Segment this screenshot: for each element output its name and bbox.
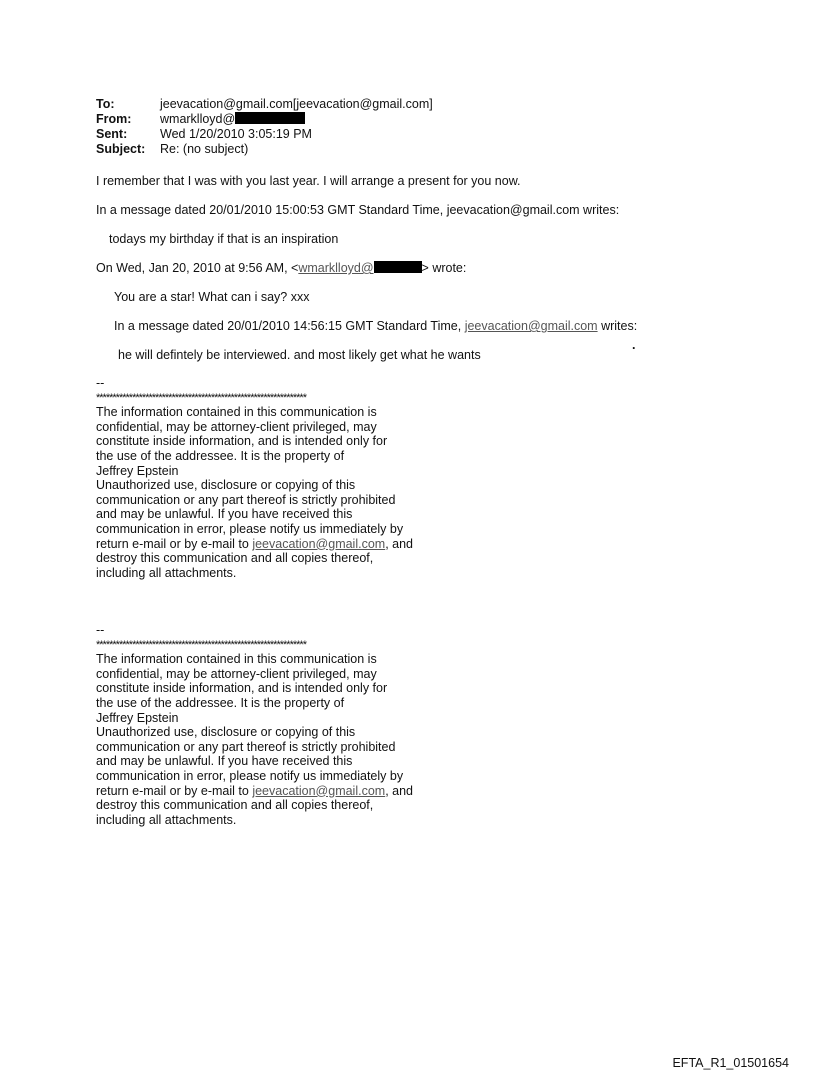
disclaimer-block-1 xyxy=(96,376,413,580)
line6-email-link[interactable]: jeevacation@gmail.com xyxy=(464,319,598,333)
disclaimer-line: Jeffrey Epstein xyxy=(96,710,179,725)
disclaimer-dashes: -- xyxy=(96,376,105,390)
disclaimer-line: The information contained in this communication is xyxy=(96,405,377,420)
line6-suffix: writes: xyxy=(597,319,638,333)
sent-label: Sent: xyxy=(96,127,128,141)
email-suffix: , and xyxy=(385,536,414,551)
disclaimer-line: Jeffrey Epstein xyxy=(96,463,179,478)
to-value: jeevacation@gmail.com[jeevacation@gmail.com] xyxy=(160,97,433,111)
disclaimer-email-link[interactable]: jeevacation@gmail.com xyxy=(252,783,386,798)
from-value-wrap xyxy=(160,112,305,126)
disclaimer-line: The information contained in this communication is xyxy=(96,652,377,667)
disclaimer-line: communication in error, please notify us immediately by xyxy=(96,521,404,536)
disclaimer-email-link[interactable]: jeevacation@gmail.com xyxy=(252,536,386,551)
disclaimer-stars: **************************************************************** xyxy=(96,391,306,404)
stray-dot: . xyxy=(632,338,636,352)
disclaimer-line: communication or any part thereof is strictly prohibited xyxy=(96,492,396,507)
disclaimer-dashes: -- xyxy=(96,623,105,637)
disclaimer-line: including all attachments. xyxy=(96,812,237,827)
line6-prefix: In a message dated 20/01/2010 14:56:15 GMT Standard Time, xyxy=(114,319,465,333)
disclaimer-line: Unauthorized use, disclosure or copying of this xyxy=(96,478,356,493)
redaction-box xyxy=(374,261,422,273)
disclaimer-line: destroy this communication and all copies thereof, xyxy=(96,798,374,813)
line4-suffix: > wrote: xyxy=(421,261,467,275)
line4-email-link[interactable]: wmarklloyd@ xyxy=(298,261,374,275)
to-label: To: xyxy=(96,97,115,111)
from-label: From: xyxy=(96,112,132,126)
sent-value: Wed 1/20/2010 3:05:19 PM xyxy=(160,127,312,141)
email-prefix: return e-mail or by e-mail to xyxy=(96,783,253,798)
disclaimer-line: confidential, may be attorney-client privileged, may xyxy=(96,419,377,434)
disclaimer-line: and may be unlawful. If you have received this xyxy=(96,507,353,522)
document-id: EFTA_R1_01501654 xyxy=(672,1056,789,1070)
body-line-1: I remember that I was with you last year. I will arrange a present for you now. xyxy=(96,174,521,188)
disclaimer-email-line xyxy=(96,784,413,799)
subject-label: Subject: xyxy=(96,142,146,156)
body-line-2: In a message dated 20/01/2010 15:00:53 GMT Standard Time, jeevacation@gmail.com writes: xyxy=(96,203,620,217)
disclaimer-line: communication in error, please notify us immediately by xyxy=(96,768,404,783)
body-line-3: todays my birthday if that is an inspiration xyxy=(109,232,339,246)
disclaimer-line: the use of the addressee. It is the property of xyxy=(96,695,345,710)
disclaimer-stars: **************************************************************** xyxy=(96,638,306,651)
line4-prefix: On Wed, Jan 20, 2010 at 9:56 AM, < xyxy=(96,261,299,275)
subject-value: Re: (no subject) xyxy=(160,142,249,156)
disclaimer-email-line xyxy=(96,537,413,552)
email-prefix: return e-mail or by e-mail to xyxy=(96,536,253,551)
disclaimer-line: constitute inside information, and is intended only for xyxy=(96,681,388,696)
body-line-6 xyxy=(114,319,637,333)
disclaimer-line: destroy this communication and all copies thereof, xyxy=(96,551,374,566)
disclaimer-line: confidential, may be attorney-client privileged, may xyxy=(96,666,377,681)
disclaimer-line: and may be unlawful. If you have received this xyxy=(96,754,353,769)
disclaimer-line: constitute inside information, and is intended only for xyxy=(96,434,388,449)
disclaimer-block-2 xyxy=(96,623,413,827)
disclaimer-line: communication or any part thereof is strictly prohibited xyxy=(96,739,396,754)
disclaimer-line: Unauthorized use, disclosure or copying of this xyxy=(96,725,356,740)
email-suffix: , and xyxy=(385,783,414,798)
body-line-7: he will defintely be interviewed. and most likely get what he wants xyxy=(118,348,481,362)
disclaimer-line: the use of the addressee. It is the property of xyxy=(96,448,345,463)
from-value: wmarklloyd@ xyxy=(160,112,236,126)
redaction-box xyxy=(235,112,305,124)
disclaimer-line: including all attachments. xyxy=(96,565,237,580)
body-line-4 xyxy=(96,261,466,275)
body-line-5: You are a star! What can i say? xxx xyxy=(114,290,310,304)
